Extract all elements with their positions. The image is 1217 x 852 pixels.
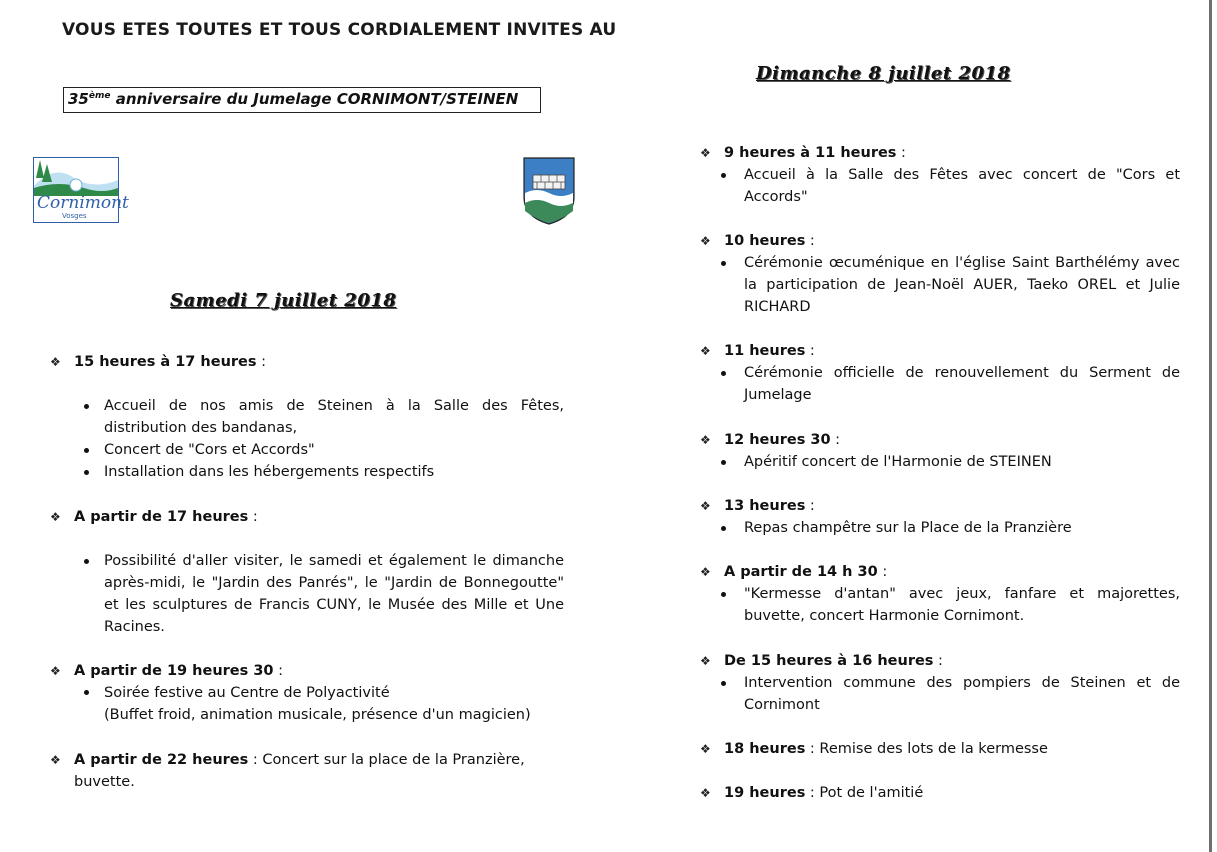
cornimont-logo: [33, 157, 129, 223]
round-bullet-icon: [721, 460, 726, 465]
sunday-item-4-sep: :: [830, 432, 841, 448]
diamond-bullet-icon: ❖: [50, 510, 61, 524]
diamond-bullet-icon: ❖: [50, 753, 61, 767]
cornimont-logo-text: Cornimont: [37, 193, 129, 213]
saturday-item-3-sep: :: [273, 663, 283, 679]
saturday-item-4: [74, 749, 525, 771]
round-bullet-icon: [721, 681, 726, 686]
saturday-item-2: [74, 506, 258, 528]
sunday-item-7-bullet-1: Intervention commune des pompiers de Steinen et de Cornimont: [744, 675, 1180, 713]
round-bullet-icon: [84, 404, 89, 409]
saturday-item-2-time: A partir de 17 heures: [74, 509, 249, 525]
sunday-item-4-bullet-1: Apéritif concert de l'Harmonie de STEINEN: [744, 454, 1052, 470]
sunday-item-8-sep: : Remise des lots de la kermesse: [805, 741, 1048, 757]
sunday-title: Dimanche 8 juillet 2018: [756, 63, 1011, 84]
saturday-item-1-bullet-1: Accueil de nos amis de Steinen à la Salle des Fêtes, distribution des bandanas,: [104, 398, 564, 436]
saturday-item-1-sep: :: [256, 354, 267, 370]
round-bullet-icon: [721, 261, 726, 266]
diamond-bullet-icon: ❖: [700, 344, 711, 358]
sunday-item-6-bullet-1: "Kermesse d'antan" avec jeux, fanfare et majorettes, buvette, concert Harmonie Cornimont.: [744, 586, 1180, 624]
saturday-item-1: [74, 351, 266, 373]
saturday-item-3-bullet-2: (Buffet froid, animation musicale, présence d'un magicien): [104, 707, 531, 723]
round-bullet-icon: [721, 592, 726, 597]
sunday-item-6: [724, 561, 887, 583]
sunday-item-3-time: 11 heures: [724, 343, 806, 359]
diamond-bullet-icon: ❖: [700, 433, 711, 447]
diamond-bullet-icon: ❖: [700, 234, 711, 248]
sunday-item-7: [724, 650, 943, 672]
saturday-item-3-bullet-1: Soirée festive au Centre de Polyactivité: [104, 685, 390, 701]
sunday-item-3-sep: :: [805, 343, 815, 359]
steinen-shield-icon: [523, 157, 575, 229]
saturday-item-2-sep: :: [248, 509, 258, 525]
diamond-bullet-icon: ❖: [700, 499, 711, 513]
diamond-bullet-icon: ❖: [700, 654, 711, 668]
saturday-item-2-bullet-1: Possibilité d'aller visiter, le samedi et également le dimanche après-midi, le "Jardin des Panrés", le "Jardin de Bonnegoutte" et les sculptures de Francis CUNY, le Musée des Mille et Une Racines.: [104, 553, 564, 635]
sunday-item-7-time: De 15 heures à 16 heures: [724, 653, 934, 669]
anniversary-box: [63, 87, 541, 113]
page-right-border: [1209, 0, 1212, 852]
saturday-item-3-time: A partir de 19 heures 30: [74, 663, 274, 679]
sunday-item-6-time: A partir de 14 h 30: [724, 564, 878, 580]
invitation-heading: VOUS ETES TOUTES ET TOUS CORDIALEMENT INVITES AU: [62, 20, 617, 40]
diamond-bullet-icon: ❖: [700, 146, 711, 160]
saturday-item-4-sep: : Concert sur la place de la Pranzière,: [248, 752, 525, 768]
sunday-item-9-time: 19 heures: [724, 785, 806, 801]
round-bullet-icon: [84, 559, 89, 564]
round-bullet-icon: [84, 470, 89, 475]
sunday-item-9: [724, 782, 923, 804]
diamond-bullet-icon: ❖: [50, 355, 61, 369]
saturday-item-1-bullet-2: Concert de "Cors et Accords": [104, 442, 315, 458]
sunday-item-4-time: 12 heures 30: [724, 432, 831, 448]
sunday-item-2-bullet-1: Cérémonie œcuménique en l'église Saint Barthélémy avec la participation de Jean-Noël AUER, Taeko OREL et Julie RICHARD: [744, 255, 1180, 315]
diamond-bullet-icon: ❖: [700, 565, 711, 579]
diamond-bullet-icon: ❖: [50, 664, 61, 678]
sunday-item-1-time: 9 heures à 11 heures: [724, 145, 897, 161]
round-bullet-icon: [721, 173, 726, 178]
sunday-item-6-sep: :: [877, 564, 888, 580]
sunday-item-1: [724, 142, 906, 164]
sunday-item-5-time: 13 heures: [724, 498, 806, 514]
saturday-item-4-time: A partir de 22 heures: [74, 752, 249, 768]
sunday-item-4: [724, 429, 840, 451]
sunday-item-7-sep: :: [933, 653, 943, 669]
round-bullet-icon: [84, 448, 89, 453]
round-bullet-icon: [721, 371, 726, 376]
saturday-item-1-time: 15 heures à 17 heures: [74, 354, 257, 370]
saturday-item-1-bullet-3: Installation dans les hébergements respectifs: [104, 464, 435, 480]
sunday-item-2-time: 10 heures: [724, 233, 806, 249]
anniversary-text: anniversaire du Jumelage CORNIMONT/STEINEN: [110, 90, 519, 108]
diamond-bullet-icon: ❖: [700, 742, 711, 756]
saturday-title: Samedi 7 juillet 2018: [170, 290, 397, 311]
sunday-item-5: [724, 495, 815, 517]
sunday-item-2: [724, 230, 815, 252]
sunday-item-8-time: 18 heures: [724, 741, 806, 757]
sunday-item-1-bullet-1: Accueil à la Salle des Fêtes avec concert de "Cors et Accords": [744, 167, 1180, 205]
round-bullet-icon: [721, 526, 726, 531]
saturday-item-4-continuation: buvette.: [74, 774, 135, 790]
diamond-bullet-icon: ❖: [700, 786, 711, 800]
sunday-item-8: [724, 738, 1048, 760]
sunday-item-9-sep: : Pot de l'amitié: [805, 785, 924, 801]
cornimont-logo-subtext: Vosges: [62, 212, 87, 220]
sunday-item-5-bullet-1: Repas champêtre sur la Place de la Pranzière: [744, 520, 1072, 536]
anniversary-superscript: ème: [88, 91, 111, 101]
saturday-item-3: [74, 660, 283, 682]
sunday-item-5-sep: :: [805, 498, 815, 514]
round-bullet-icon: [84, 690, 89, 695]
sunday-item-1-sep: :: [896, 145, 906, 161]
sunday-item-3: [724, 340, 815, 362]
anniversary-number: 35: [68, 90, 89, 108]
sunday-item-2-sep: :: [805, 233, 815, 249]
sunday-item-3-bullet-1: Cérémonie officielle de renouvellement du Serment de Jumelage: [744, 365, 1180, 403]
